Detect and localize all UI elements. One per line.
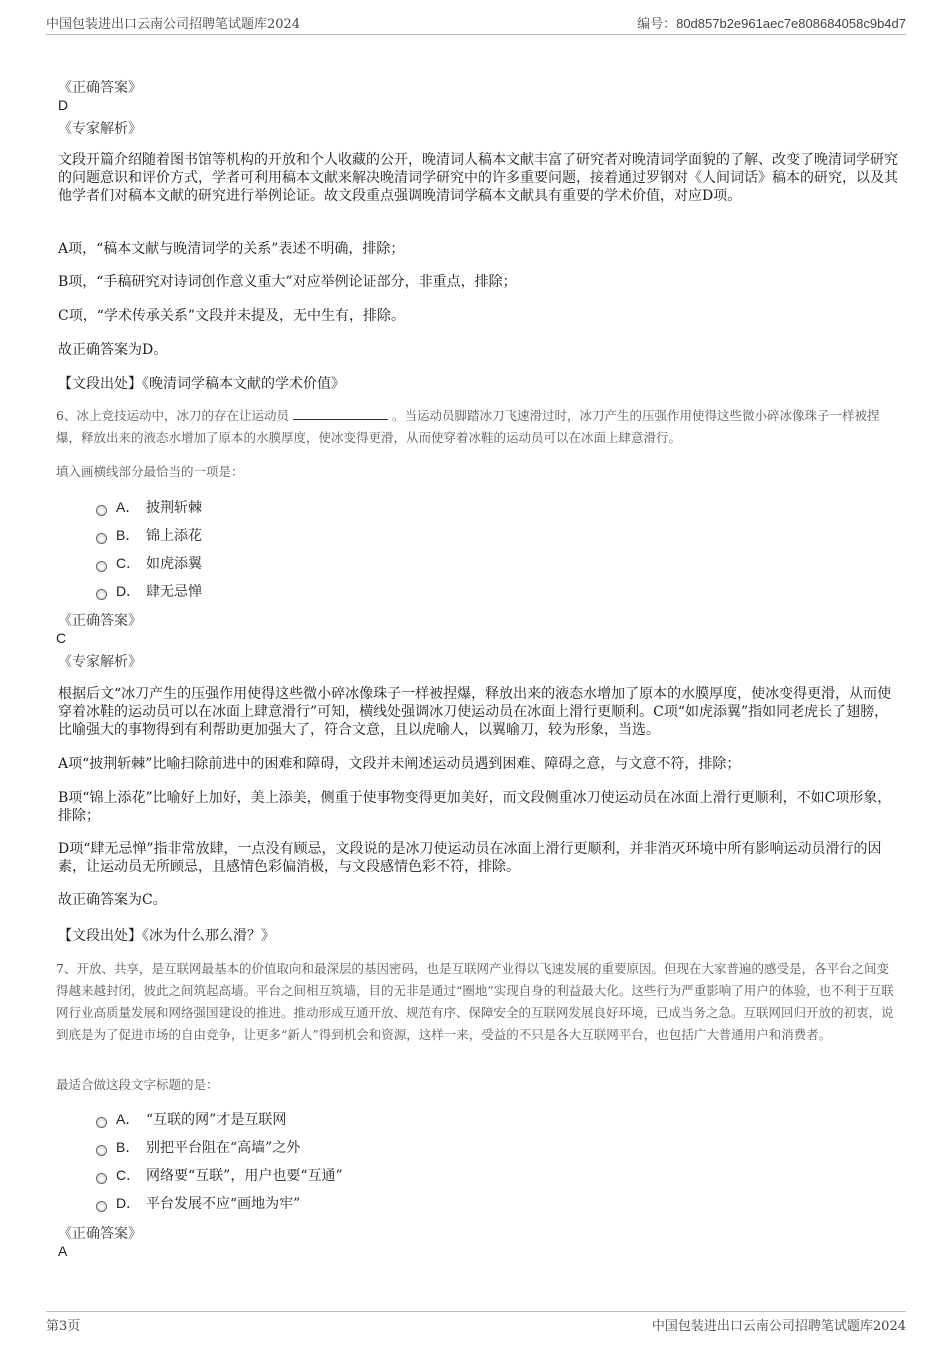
option-letter: B． bbox=[116, 527, 140, 543]
option-letter: C． bbox=[116, 555, 141, 571]
page-header bbox=[46, 10, 906, 35]
analysis-paragraph: 根据后文“冰刀产生的压强作用使得这些微小碎冰像珠子一样被捏爆，释放出来的液态水增加了原本的水膜厚度，使冰变得更滑，从而使穿着冰鞋的运动员可以在冰面上肆意滑行”可知，横线处强调冰刀使运动员在冰面上滑行更顺利。C项“如虎添翼”指如同老虎长了翅膀，比喻强大的事物得到有利帮助更加强大了，符合文意，且以虎喻人，以翼喻刀，较为形象，当选。 bbox=[58, 686, 892, 738]
header-title: 中国包装进出口云南公司招聘笔试题库2024 bbox=[46, 17, 301, 32]
source: 【文段出处】《晚清词学稿本文献的学术价值》 bbox=[58, 376, 345, 392]
fill-blank bbox=[293, 407, 388, 420]
option-text: 别把平台阻在“高墙”之外 bbox=[146, 1140, 301, 1156]
option-a-analysis: A项“披荆斩棘”比喻扫除前进中的困难和障碍，文段并未阐述运动员遇到困难、障碍之意，与文意不符，排除； bbox=[58, 756, 741, 772]
radio-icon[interactable] bbox=[96, 505, 107, 516]
option-text: “互联的网”才是互联网 bbox=[146, 1112, 287, 1128]
conclusion: 故正确答案为C。 bbox=[58, 892, 167, 908]
answer-value: A bbox=[58, 1243, 68, 1259]
option-letter: A． bbox=[116, 1111, 140, 1127]
option-text: 如虎添翼 bbox=[146, 556, 202, 572]
option-text: 平台发展不应“画地为牢” bbox=[146, 1196, 301, 1212]
option-d[interactable] bbox=[96, 1191, 300, 1215]
radio-icon[interactable] bbox=[96, 589, 107, 600]
question-7-prompt: 最适合做这段文字标题的是： bbox=[56, 1077, 219, 1092]
radio-icon[interactable] bbox=[96, 1117, 107, 1128]
option-b-analysis: B项“锦上添花”比喻好上加好，美上添美，侧重于使事物变得更加美好，而文段侧重冰刀使运动员在冰面上滑行更顺利，不如C项形象，排除； bbox=[58, 790, 892, 824]
option-a[interactable] bbox=[96, 495, 202, 519]
option-letter: C． bbox=[116, 1167, 141, 1183]
option-b-analysis: B项，“手稿研究对诗词创作意义重大”对应举例论证部分，非重点，排除； bbox=[58, 274, 517, 290]
source: 【文段出处】《冰为什么那么滑？》 bbox=[58, 928, 275, 944]
option-a-analysis: A项，“稿本文献与晚清词学的关系”表述不明确，排除； bbox=[58, 241, 405, 257]
radio-icon[interactable] bbox=[96, 561, 107, 572]
option-c-analysis: C项，“学术传承关系”文段并未提及，无中生有，排除。 bbox=[58, 308, 406, 324]
option-a[interactable] bbox=[96, 1107, 286, 1131]
option-text: 肆无忌惮 bbox=[146, 584, 202, 600]
correct-answer-label: 《正确答案》 bbox=[58, 1226, 142, 1242]
question-6-after: 。当运动员脚踏冰刀飞速滑过时，冰刀产生的压强作用使得这些微小碎冰像珠子一样被捏爆，释放出来的液态水增加了原本的水膜厚度，使冰变得更滑，从而使穿着冰鞋的运动员可以在冰面上肆意滑行。 bbox=[56, 408, 880, 445]
option-text: 披荆斩棘 bbox=[146, 500, 202, 516]
option-b[interactable] bbox=[96, 1135, 300, 1159]
radio-icon[interactable] bbox=[96, 1201, 107, 1212]
option-c[interactable] bbox=[96, 1163, 343, 1187]
answer-value: C bbox=[56, 630, 67, 646]
option-c[interactable] bbox=[96, 551, 202, 575]
question-6-text bbox=[56, 405, 901, 449]
option-text: 网络要“互联”，用户也要“互通” bbox=[146, 1168, 343, 1184]
analysis-paragraph: 文段开篇介绍随着图书馆等机构的开放和个人收藏的公开，晚清词人稿本文献丰富了研究者对晚清词学面貌的了解、改变了晚清词学研究的问题意识和评价方式，学者可利用稿本文献来解决晚清词学研究中的许多重要问题，接着通过罗钢对《人间词话》稿本的研究，以及其他学者们对稿本文献的研究进行举例论证。故文段重点强调晚清词学稿本文献具有重要的学术价值，对应D项。 bbox=[58, 152, 898, 204]
expert-analysis-label: 《专家解析》 bbox=[58, 654, 142, 670]
option-d[interactable] bbox=[96, 579, 202, 603]
option-text: 锦上添花 bbox=[146, 528, 202, 544]
option-letter: D． bbox=[116, 583, 141, 599]
option-d-analysis: D项“肆无忌惮”指非常放肆，一点没有顾忌，文段说的是冰刀使运动员在冰面上滑行更顺利，并非消灭环境中所有影响运动员滑行的因素，让运动员无所顾忌，且感情色彩偏消极，与文段感情色彩不符，排除。 bbox=[58, 841, 882, 875]
correct-answer-label: 《正确答案》 bbox=[58, 80, 142, 96]
header-doc-id: 编号：80d857b2e961aec7e808684058c9b4d7 bbox=[637, 16, 906, 31]
option-letter: B． bbox=[116, 1139, 140, 1155]
footer-title: 中国包装进出口云南公司招聘笔试题库2024 bbox=[651, 1319, 906, 1334]
radio-icon[interactable] bbox=[96, 1145, 107, 1156]
question-7-text: 7、开放、共享，是互联网最基本的价值取向和最深层的基因密码，也是互联网产业得以飞速发展的重要原因。但现在大家普遍的感受是，各平台之间变得越来越封闭，彼此之间筑起高墙。平台之间相互筑墙，目的无非是通过“圈地”实现自身的利益最大化。这些行为严重影响了用户的体验，也不利于互联网行业高质量发展和网络强国建设的推进。推动形成互通开放、规范有序、保障安全的互联网发展良好环境，已成当务之急。互联网回归开放的初衷，说到底是为了促进市场的自由竞争，让更多“新人”得到机会和资源，这样一来，受益的不只是各大互联网平台，也包括广大普通用户和消费者。 bbox=[56, 961, 894, 1042]
option-letter: D． bbox=[116, 1195, 141, 1211]
option-letter: A． bbox=[116, 499, 140, 515]
question-6-before: 6、冰上竞技运动中，冰刀的存在让运动员 bbox=[56, 408, 289, 423]
footer-page-number: 第3页 bbox=[46, 1319, 81, 1334]
conclusion: 故正确答案为D。 bbox=[58, 342, 168, 358]
radio-icon[interactable] bbox=[96, 1173, 107, 1184]
page-footer bbox=[46, 1311, 906, 1334]
answer-value: D bbox=[58, 97, 69, 113]
expert-analysis-label: 《专家解析》 bbox=[58, 121, 142, 137]
correct-answer-label: 《正确答案》 bbox=[58, 613, 142, 629]
radio-icon[interactable] bbox=[96, 533, 107, 544]
question-6-prompt: 填入画横线部分最恰当的一项是： bbox=[56, 464, 244, 479]
option-b[interactable] bbox=[96, 523, 202, 547]
